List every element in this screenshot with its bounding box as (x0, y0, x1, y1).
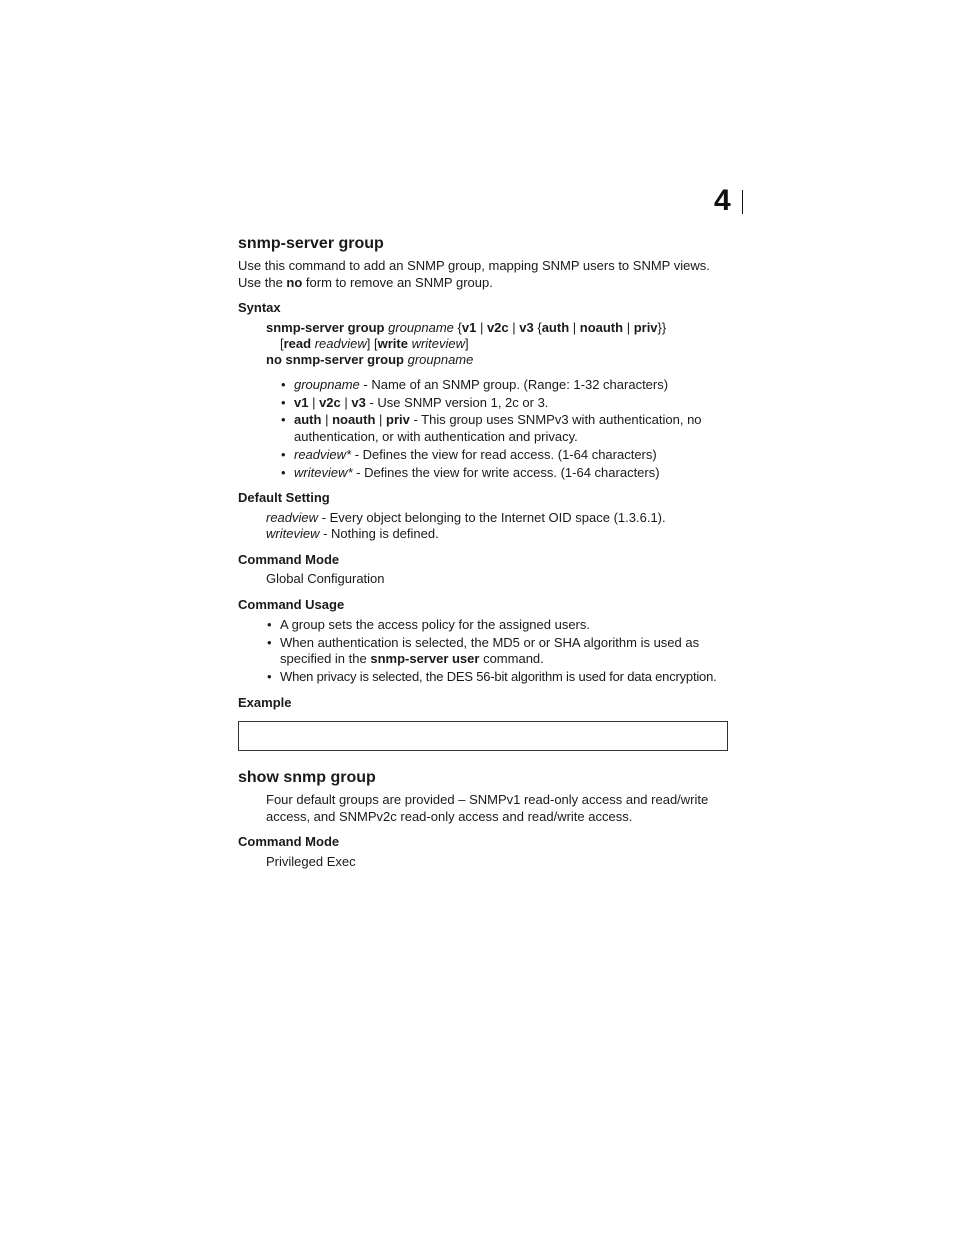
usage-item-3: When privacy is selected, the DES 56-bit algorithm is used for data encryption. (280, 669, 717, 684)
default-setting-heading: Default Setting (238, 490, 330, 505)
command-mode-value: Global Configuration (266, 571, 385, 586)
bullet: • (267, 617, 272, 632)
usage-item-2: When authentication is selected, the MD5 or or SHA algorithm is used as (280, 635, 700, 650)
bullet: • (281, 447, 286, 462)
section-title-snmp-server-group: snmp-server group (238, 235, 384, 252)
usage-item-2-cont: specified in the snmp-server user command. (280, 651, 544, 666)
command-mode-heading: Command Mode (238, 552, 340, 567)
command-usage-heading: Command Usage (238, 597, 345, 612)
show-desc-line-2: access, and SNMPv2c read-only access and read/write access. (266, 809, 633, 824)
show-desc-line-1: Four default groups are provided – SNMPv1 read-only access and read/write (266, 792, 709, 807)
param-security-level-cont: authentication, or with authentication and privacy. (294, 429, 578, 444)
intro-line-1: Use this command to add an SNMP group, mapping SNMP users to SNMP views. (238, 258, 710, 273)
chapter-bar (742, 190, 743, 214)
bullet: • (281, 395, 286, 410)
default-readview: readview - Every object belonging to the Internet OID space (1.3.6.1). (266, 510, 666, 525)
param-version: v1 | v2c | v3 - Use SNMP version 1, 2c or 3. (294, 395, 549, 410)
show-command-mode-heading: Command Mode (238, 834, 340, 849)
bullet: • (281, 377, 286, 392)
syntax-heading: Syntax (238, 300, 281, 315)
example-code-box (238, 721, 728, 751)
param-groupname: groupname - Name of an SNMP group. (Range: 1-32 characters) (294, 377, 669, 392)
param-readview: readview* - Defines the view for read access. (1-64 characters) (294, 447, 657, 462)
default-writeview: writeview - Nothing is defined. (266, 526, 439, 541)
param-writeview: writeview* - Defines the view for write access. (1-64 characters) (294, 465, 660, 480)
param-security-level: auth | noauth | priv - This group uses SNMPv3 with authentication, no (294, 412, 702, 427)
show-command-mode-value: Privileged Exec (266, 854, 356, 869)
syntax-line-1: snmp-server group groupname {v1 | v2c | v3 {auth | noauth | priv}} (266, 320, 667, 335)
intro-line-2: Use the no form to remove an SNMP group. (238, 275, 493, 290)
syntax-line-2: [read readview] [write writeview] (280, 336, 469, 351)
bullet: • (267, 669, 272, 684)
example-heading: Example (238, 695, 292, 710)
bullet: • (281, 412, 286, 427)
syntax-line-3: no snmp-server group groupname (266, 352, 474, 367)
usage-item-1: A group sets the access policy for the assigned users. (280, 617, 591, 632)
bullet: • (267, 635, 272, 650)
section-title-show-snmp-group: show snmp group (238, 769, 376, 786)
chapter-number: 4 (714, 184, 731, 217)
bullet: • (281, 465, 286, 480)
